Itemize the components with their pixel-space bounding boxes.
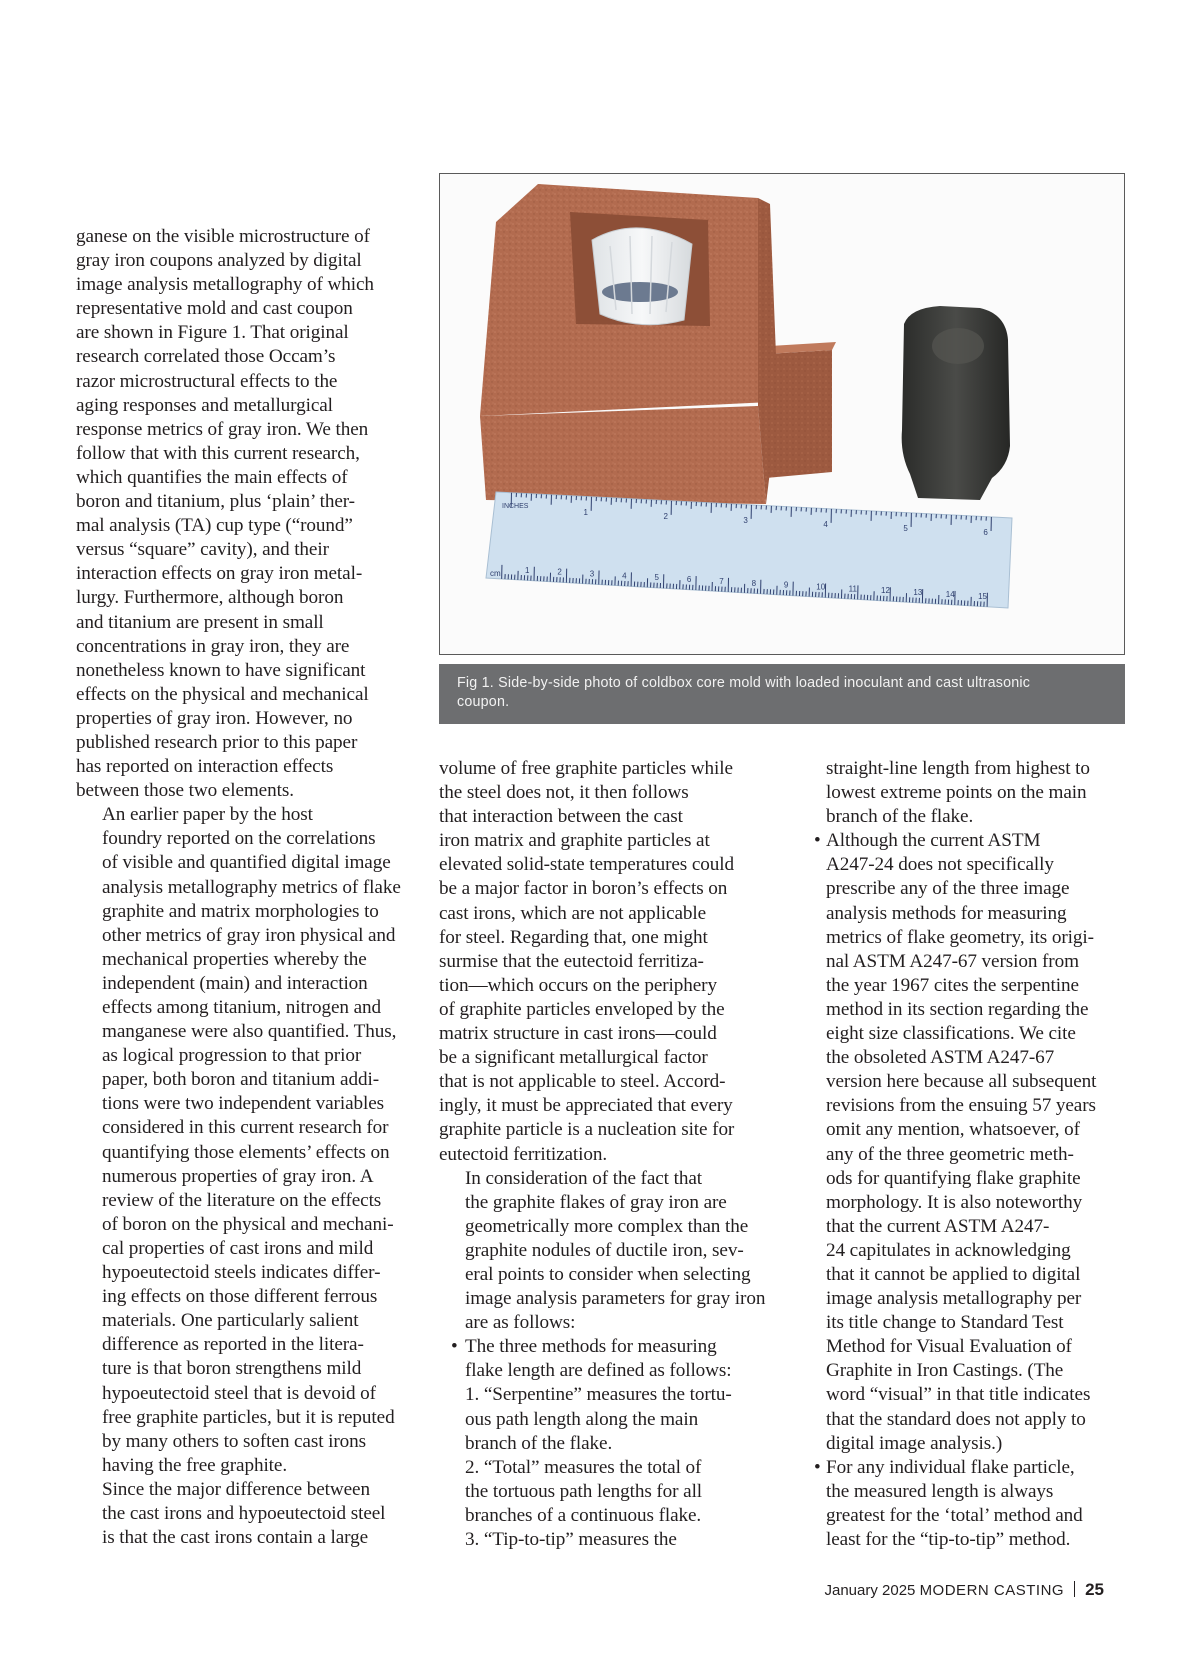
text-line: hypoeutectoid steel that is devoid of bbox=[102, 1382, 376, 1404]
article-column-1 bbox=[76, 225, 406, 1550]
text-line: revisions from the ensuing 57 years bbox=[826, 1095, 1096, 1117]
text-line: A247-24 does not specifically bbox=[826, 854, 1054, 876]
text-line: concentrations in gray iron, they are bbox=[76, 635, 350, 657]
ruler-inch-number: 3 bbox=[743, 515, 748, 525]
ruler-inch-number: 2 bbox=[663, 511, 668, 521]
paragraph bbox=[439, 757, 769, 1167]
text-line: iron matrix and graphite particles at bbox=[439, 830, 710, 852]
text-line: straight-line length from highest to bbox=[826, 758, 1090, 779]
text-line: that the standard does not apply to bbox=[826, 1408, 1086, 1430]
text-line: its title change to Standard Test bbox=[826, 1312, 1064, 1334]
ruler-inch-number: 6 bbox=[983, 527, 988, 537]
text-line: are shown in Figure 1. That original bbox=[76, 322, 349, 344]
bullet-item bbox=[465, 1335, 769, 1552]
ruler-cm-label: cm bbox=[490, 569, 501, 578]
bullet-item bbox=[826, 829, 1126, 1455]
text-line: aging responses and metallurgical bbox=[76, 394, 333, 416]
text-line: • Although the current ASTM bbox=[826, 830, 1041, 852]
text-line: tions were two independent variables bbox=[102, 1093, 384, 1115]
ruler-cm-number: 5 bbox=[654, 573, 659, 583]
bullet-item bbox=[826, 1456, 1126, 1552]
ruler-cm-number: 14 bbox=[945, 589, 955, 599]
text-line: as logical progression to that prior bbox=[102, 1045, 362, 1067]
text-line: An earlier paper by the host bbox=[102, 804, 313, 826]
text-line: that it cannot be applied to digital bbox=[826, 1263, 1081, 1285]
text-line: graphite and matrix morphologies to bbox=[102, 900, 379, 922]
text-line: eutectoid ferritization. bbox=[439, 1143, 608, 1165]
text-line: research correlated those Occam’s bbox=[76, 346, 336, 368]
text-line: nal ASTM A247-67 version from bbox=[826, 950, 1079, 972]
article-column-3 bbox=[826, 757, 1126, 1552]
text-line: 24 capitulates in acknowledging bbox=[826, 1239, 1071, 1261]
text-line: published research prior to this paper bbox=[76, 731, 358, 753]
text-line: • The three methods for measuring bbox=[465, 1336, 717, 1358]
text-line: of graphite particles enveloped by the bbox=[439, 998, 725, 1020]
text-line: manganese were also quantified. Thus, bbox=[102, 1021, 397, 1043]
text-line: quantifying those elements’ effects on bbox=[102, 1141, 390, 1163]
text-line: ing effects on those different ferrous bbox=[102, 1286, 378, 1308]
text-line: least for the “tip-to-tip” method. bbox=[826, 1529, 1071, 1550]
text-line: branch of the flake. bbox=[826, 806, 974, 828]
text-line: materials. One particularly salient bbox=[102, 1310, 359, 1332]
bullet-list bbox=[439, 1335, 769, 1552]
text-line: Graphite in Iron Castings. (The bbox=[826, 1360, 1064, 1382]
text-line: and titanium are present in small bbox=[76, 611, 324, 633]
text-line: numerous properties of gray iron. A bbox=[102, 1165, 374, 1187]
text-line: paper, both boron and titanium addi- bbox=[102, 1069, 379, 1091]
text-line: be a major factor in boron’s effects on bbox=[439, 878, 728, 900]
text-line: • For any individual flake particle, bbox=[826, 1456, 1075, 1478]
text-line: analysis methods for measuring bbox=[826, 902, 1067, 924]
text-line: metrics of flake geometry, its origi- bbox=[826, 926, 1094, 948]
magazine-name: MODERN CASTING bbox=[919, 1582, 1065, 1599]
text-line: graphite particle is a nucleation site for bbox=[439, 1119, 735, 1141]
text-line: which quantifies the main effects of bbox=[76, 466, 348, 488]
ruler-cm-number: 8 bbox=[751, 578, 757, 588]
text-line: eral points to consider when selecting bbox=[465, 1263, 751, 1285]
text-line: follow that with this current research, bbox=[76, 442, 360, 464]
ruler bbox=[486, 492, 1012, 608]
text-line: hypoeutectoid steels indicates differ- bbox=[102, 1262, 381, 1284]
text-line: digital image analysis.) bbox=[826, 1432, 1003, 1454]
text-line: of boron on the physical and mechani- bbox=[102, 1213, 394, 1235]
page-footer bbox=[824, 1580, 1104, 1600]
text-line: are as follows: bbox=[465, 1312, 576, 1334]
text-line: Since the major difference between bbox=[102, 1478, 370, 1500]
text-line: image analysis metallography of which bbox=[76, 274, 374, 296]
ruler-inch-number: 4 bbox=[823, 519, 828, 529]
text-line: analysis metallography metrics of flake bbox=[102, 876, 401, 898]
text-line: representative mold and cast coupon bbox=[76, 298, 353, 320]
text-line: ods for quantifying flake graphite bbox=[826, 1167, 1081, 1189]
figure-1 bbox=[439, 173, 1125, 655]
text-line: effects on the physical and mechanical bbox=[76, 683, 369, 705]
mold-and-coupon-photo bbox=[440, 174, 1124, 654]
issue-date: January 2025 bbox=[824, 1582, 916, 1599]
ruler-cm-number: 7 bbox=[719, 576, 724, 586]
text-line: for steel. Regarding that, one might bbox=[439, 926, 708, 948]
ruler-cm-number: 3 bbox=[589, 569, 595, 579]
text-line: gray iron coupons analyzed by digital bbox=[76, 250, 362, 272]
text-line: other metrics of gray iron physical and bbox=[102, 924, 396, 946]
ruler-cm-number: 9 bbox=[783, 580, 789, 590]
paragraph bbox=[439, 1167, 769, 1336]
text-line: ingly, it must be appreciated that every bbox=[439, 1095, 733, 1117]
text-line: omit any mention, whatsoever, of bbox=[826, 1119, 1080, 1141]
text-line: tion—which occurs on the periphery bbox=[439, 974, 717, 996]
text-line: be a significant metallurgical factor bbox=[439, 1047, 708, 1069]
text-line: volume of free graphite particles while bbox=[439, 758, 733, 779]
text-line: considered in this current research for bbox=[102, 1117, 389, 1139]
text-line: the steel does not, it then follows bbox=[439, 782, 689, 804]
text-line: that the current ASTM A247- bbox=[826, 1215, 1050, 1237]
figure-caption bbox=[439, 664, 1125, 724]
text-line: graphite nodules of ductile iron, sev- bbox=[465, 1239, 744, 1261]
text-line: mechanical properties whereby the bbox=[102, 948, 367, 970]
text-line: any of the three geometric meth- bbox=[826, 1143, 1074, 1165]
text-line: image analysis parameters for gray iron bbox=[465, 1288, 766, 1310]
paragraph bbox=[76, 225, 406, 803]
text-line: method in its section regarding the bbox=[826, 998, 1089, 1020]
text-line: lurgy. Furthermore, although boron bbox=[76, 587, 344, 609]
text-line: word “visual” in that title indicates bbox=[826, 1384, 1091, 1406]
text-line: matrix structure in cast irons—could bbox=[439, 1023, 717, 1045]
text-line: having the free graphite. bbox=[102, 1454, 288, 1476]
text-line: version here because all subsequent bbox=[826, 1071, 1097, 1093]
ruler-inch-number: 1 bbox=[583, 507, 588, 517]
ruler-cm-number: 15 bbox=[978, 591, 988, 601]
bullet-list bbox=[826, 829, 1126, 1552]
article-column-2 bbox=[439, 757, 769, 1552]
text-line: cal properties of cast irons and mild bbox=[102, 1237, 374, 1259]
ruler-inch-number: 5 bbox=[903, 523, 908, 533]
text-line: ous path length along the main bbox=[465, 1408, 699, 1430]
ruler-cm-number: 12 bbox=[881, 586, 890, 596]
paragraph bbox=[76, 1478, 406, 1550]
text-line: eight size classifications. We cite bbox=[826, 1023, 1076, 1045]
paragraph bbox=[826, 757, 1126, 829]
text-line: interaction effects on gray iron metal- bbox=[76, 563, 363, 585]
text-line: Method for Visual Evaluation of bbox=[826, 1336, 1072, 1358]
text-line: elevated solid-state temperatures could bbox=[439, 854, 734, 876]
text-line: branches of a continuous flake. bbox=[465, 1504, 702, 1526]
text-line: flake length are defined as follows: bbox=[465, 1360, 732, 1382]
text-line: 3. “Tip-to-tip” measures the bbox=[465, 1529, 677, 1550]
ruler-cm-number: 10 bbox=[816, 582, 826, 592]
text-line: foundry reported on the correlations bbox=[102, 828, 376, 850]
text-line: review of the literature on the effects bbox=[102, 1189, 382, 1211]
text-line: has reported on interaction effects bbox=[76, 756, 334, 778]
ruler-inch-label: INCHES bbox=[502, 503, 529, 510]
text-line: geometrically more complex than the bbox=[465, 1215, 749, 1237]
text-line: of visible and quantified digital image bbox=[102, 852, 391, 874]
text-line: free graphite particles, but it is reputed bbox=[102, 1406, 395, 1428]
text-line: lowest extreme points on the main bbox=[826, 782, 1087, 804]
text-line: the cast irons and hypoeutectoid steel bbox=[102, 1502, 386, 1524]
text-line: morphology. It is also noteworthy bbox=[826, 1191, 1083, 1213]
text-line: boron and titanium, plus ‘plain’ ther- bbox=[76, 491, 355, 513]
text-line: the obsoleted ASTM A247-67 bbox=[826, 1047, 1055, 1069]
text-line: ture is that boron strengthens mild bbox=[102, 1358, 362, 1380]
ruler-cm-number: 2 bbox=[557, 567, 562, 577]
text-line: properties of gray iron. However, no bbox=[76, 707, 353, 729]
text-line: branch of the flake. bbox=[465, 1432, 613, 1454]
ruler-cm-number: 6 bbox=[686, 575, 692, 585]
paragraph bbox=[76, 803, 406, 1478]
text-line: mal analysis (TA) cup type (“round” bbox=[76, 515, 353, 537]
text-line: surmise that the eutectoid ferritiza- bbox=[439, 950, 704, 972]
inoculant-cup bbox=[592, 228, 692, 325]
text-line: In consideration of the fact that bbox=[465, 1167, 702, 1189]
text-line: by many others to soften cast irons bbox=[102, 1430, 367, 1452]
text-line: nonetheless known to have significant bbox=[76, 659, 366, 681]
text-line: the measured length is always bbox=[826, 1480, 1054, 1502]
text-line: difference as reported in the litera- bbox=[102, 1334, 364, 1356]
page-number: 25 bbox=[1085, 1580, 1104, 1599]
text-line: that is not applicable to steel. Accord- bbox=[439, 1071, 726, 1093]
text-line: effects among titanium, nitrogen and bbox=[102, 997, 381, 1018]
text-line: response metrics of gray iron. We then bbox=[76, 418, 369, 440]
text-line: 2. “Total” measures the total of bbox=[465, 1456, 702, 1478]
text-line: razor microstructural effects to the bbox=[76, 370, 338, 392]
mold-front bbox=[480, 406, 766, 504]
text-line: ganese on the visible microstructure of bbox=[76, 226, 370, 247]
text-line: the year 1967 cites the serpentine bbox=[826, 974, 1079, 996]
text-line: coupon. bbox=[457, 694, 510, 710]
text-line: Fig 1. Side-by-side photo of coldbox core mold with loaded inoculant and cast ultrasonic bbox=[457, 675, 1031, 691]
text-line: the tortuous path lengths for all bbox=[465, 1480, 703, 1502]
ruler-cm-number: 4 bbox=[622, 571, 627, 581]
text-line: greatest for the ‘total’ method and bbox=[826, 1504, 1083, 1526]
text-line: that interaction between the cast bbox=[439, 806, 683, 828]
text-line: independent (main) and interaction bbox=[102, 972, 368, 994]
text-line: image analysis metallography per bbox=[826, 1288, 1082, 1310]
ruler-cm-number: 1 bbox=[525, 565, 530, 575]
ruler-cm-number: 11 bbox=[848, 584, 857, 594]
text-line: versus “square” cavity), and their bbox=[76, 539, 329, 561]
text-line: prescribe any of the three image bbox=[826, 878, 1070, 900]
ruler-cm-number: 13 bbox=[913, 588, 923, 598]
footer-divider bbox=[1074, 1581, 1075, 1597]
text-line: between those two elements. bbox=[76, 780, 294, 802]
figure-photo bbox=[439, 173, 1125, 655]
text-line: is that the cast irons contain a large bbox=[102, 1527, 368, 1549]
text-line: the graphite flakes of gray iron are bbox=[465, 1191, 727, 1213]
text-line: 1. “Serpentine” measures the tortu- bbox=[465, 1384, 732, 1406]
text-line: cast irons, which are not applicable bbox=[439, 902, 707, 924]
